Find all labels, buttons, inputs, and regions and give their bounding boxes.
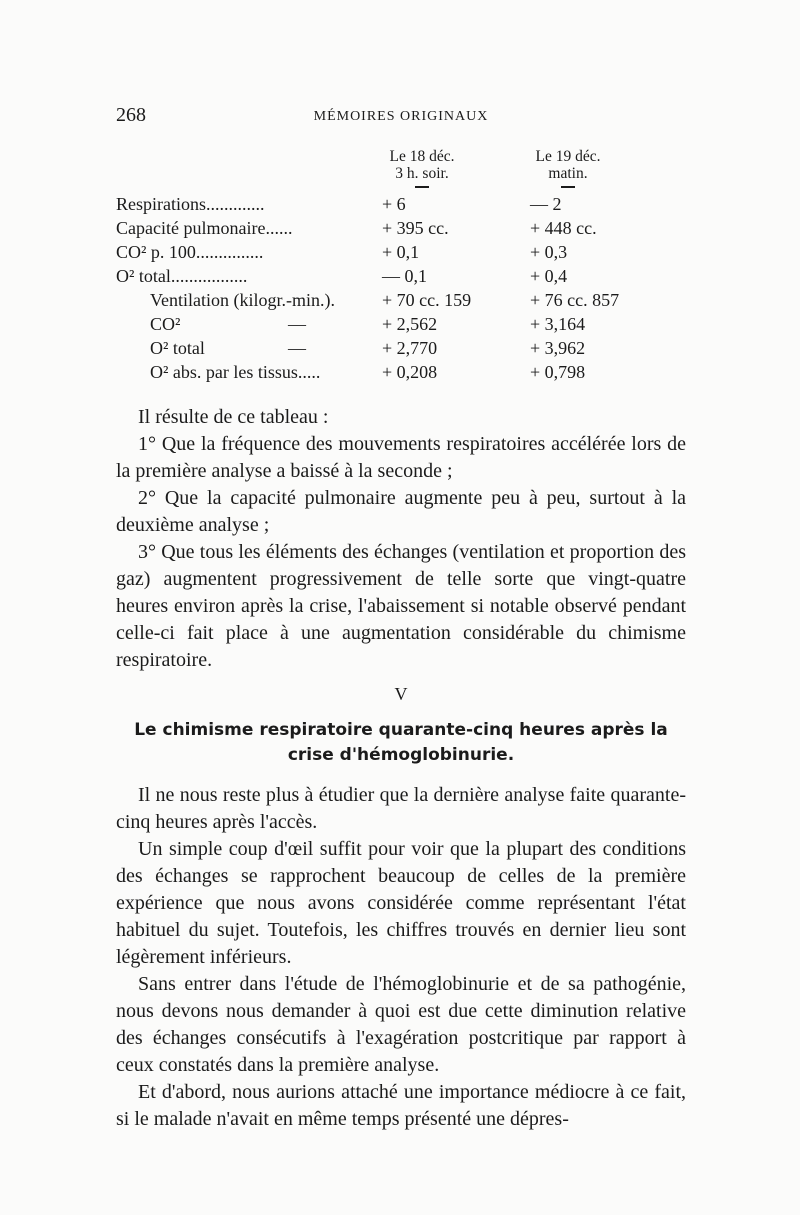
column-header-time: matin. xyxy=(548,165,588,182)
row-label: O² total xyxy=(150,338,205,358)
column-header-rule xyxy=(561,186,575,188)
value-19-dec: + 0,4 xyxy=(530,266,568,286)
paragraph: 3° Que tous les éléments des échanges (ventilation et proportion des gaz) augmentent progressivement de telle sorte que vingt-quatre heures environ après la crise, l'abaissement si notable observé pendant celle-ci fait place à une augmentation considérable du chimisme respiratoire. xyxy=(116,541,686,671)
value-18-dec: + 0,1 xyxy=(382,242,420,262)
table-row xyxy=(116,194,686,218)
page-number: 268 xyxy=(116,104,146,126)
value-18-dec: + 2,770 xyxy=(382,338,438,358)
ditto-mark: — xyxy=(288,314,306,334)
results-table xyxy=(116,148,686,393)
conclusions-text xyxy=(116,404,686,674)
row-label: Respirations............. xyxy=(116,194,265,214)
value-19-dec: + 76 cc. 857 xyxy=(530,290,620,310)
table-row xyxy=(116,218,686,242)
table-row xyxy=(116,338,686,362)
ditto-mark: — xyxy=(288,338,306,358)
paragraph: Et d'abord, nous aurions attaché une importance médiocre à ce fait, si le malade n'avait en même temps présenté une dépres- xyxy=(116,1081,686,1130)
value-18-dec: + 70 cc. 159 xyxy=(382,290,472,310)
row-label: CO² xyxy=(150,314,181,334)
paragraph: Un simple coup d'œil suffit pour voir que la plupart des conditions des échanges se rapprochent beaucoup de celles de la première expérience que nous avons considérée comme représentant l'état habituel du sujet. Toutefois, les chiffres trouvés en dernier lieu sont légèrement inférieurs. xyxy=(116,838,686,968)
paragraph: Il résulte de ce tableau : xyxy=(138,406,329,428)
paragraph: Sans entrer dans l'étude de l'hémoglobinurie et de sa pathogénie, nous devons nous demander à quoi est due cette diminution relative des échanges consécutifs à l'exagération postcritique par rapport à ceux constatés dans la première analyse. xyxy=(116,973,686,1076)
value-19-dec: + 3,164 xyxy=(530,314,586,334)
value-18-dec: + 2,562 xyxy=(382,314,438,334)
table-row xyxy=(116,314,686,338)
page-header xyxy=(116,104,686,132)
value-19-dec: + 448 cc. xyxy=(530,218,597,238)
row-label: Ventilation (kilogr.-min.). xyxy=(150,290,335,310)
paragraph: 1° Que la fréquence des mouvements respiratoires accélérée lors de la première analyse a baissé à la seconde ; xyxy=(116,433,686,482)
section-text xyxy=(116,782,686,1133)
value-18-dec: + 0,208 xyxy=(382,362,438,382)
table-row xyxy=(116,242,686,266)
value-18-dec: + 395 cc. xyxy=(382,218,449,238)
section-title: Le chimisme respiratoire quarante-cinq heures après la crise d'hémoglobinurie. xyxy=(134,720,668,765)
value-18-dec: + 6 xyxy=(382,194,406,214)
row-label: CO² p. 100............... xyxy=(116,242,264,262)
paragraph: Il ne nous reste plus à étudier que la dernière analyse faite quarante-cinq heures après l'accès. xyxy=(116,784,686,833)
section-number: V xyxy=(394,684,408,704)
column-header-date: Le 18 déc. xyxy=(389,148,455,165)
row-label: O² abs. par les tissus..... xyxy=(150,362,321,382)
column-header-18-dec xyxy=(362,148,482,188)
table-row xyxy=(116,290,686,314)
paragraph: 2° Que la capacité pulmonaire augmente peu à peu, surtout à la deuxième analyse ; xyxy=(116,487,686,536)
value-18-dec: — 0,1 xyxy=(382,266,427,286)
value-19-dec: + 3,962 xyxy=(530,338,586,358)
value-19-dec: + 0,798 xyxy=(530,362,586,382)
column-header-time: 3 h. soir. xyxy=(395,165,449,182)
running-title: MÉMOIRES ORIGINAUX xyxy=(313,109,489,124)
column-header-19-dec xyxy=(508,148,628,188)
table-row xyxy=(116,266,686,290)
row-label: O² total................. xyxy=(116,266,248,286)
value-19-dec: — 2 xyxy=(530,194,562,214)
value-19-dec: + 0,3 xyxy=(530,242,568,262)
row-label: Capacité pulmonaire...... xyxy=(116,218,293,238)
column-header-rule xyxy=(415,186,429,188)
column-header-date: Le 19 déc. xyxy=(535,148,601,165)
table-row xyxy=(116,362,686,386)
